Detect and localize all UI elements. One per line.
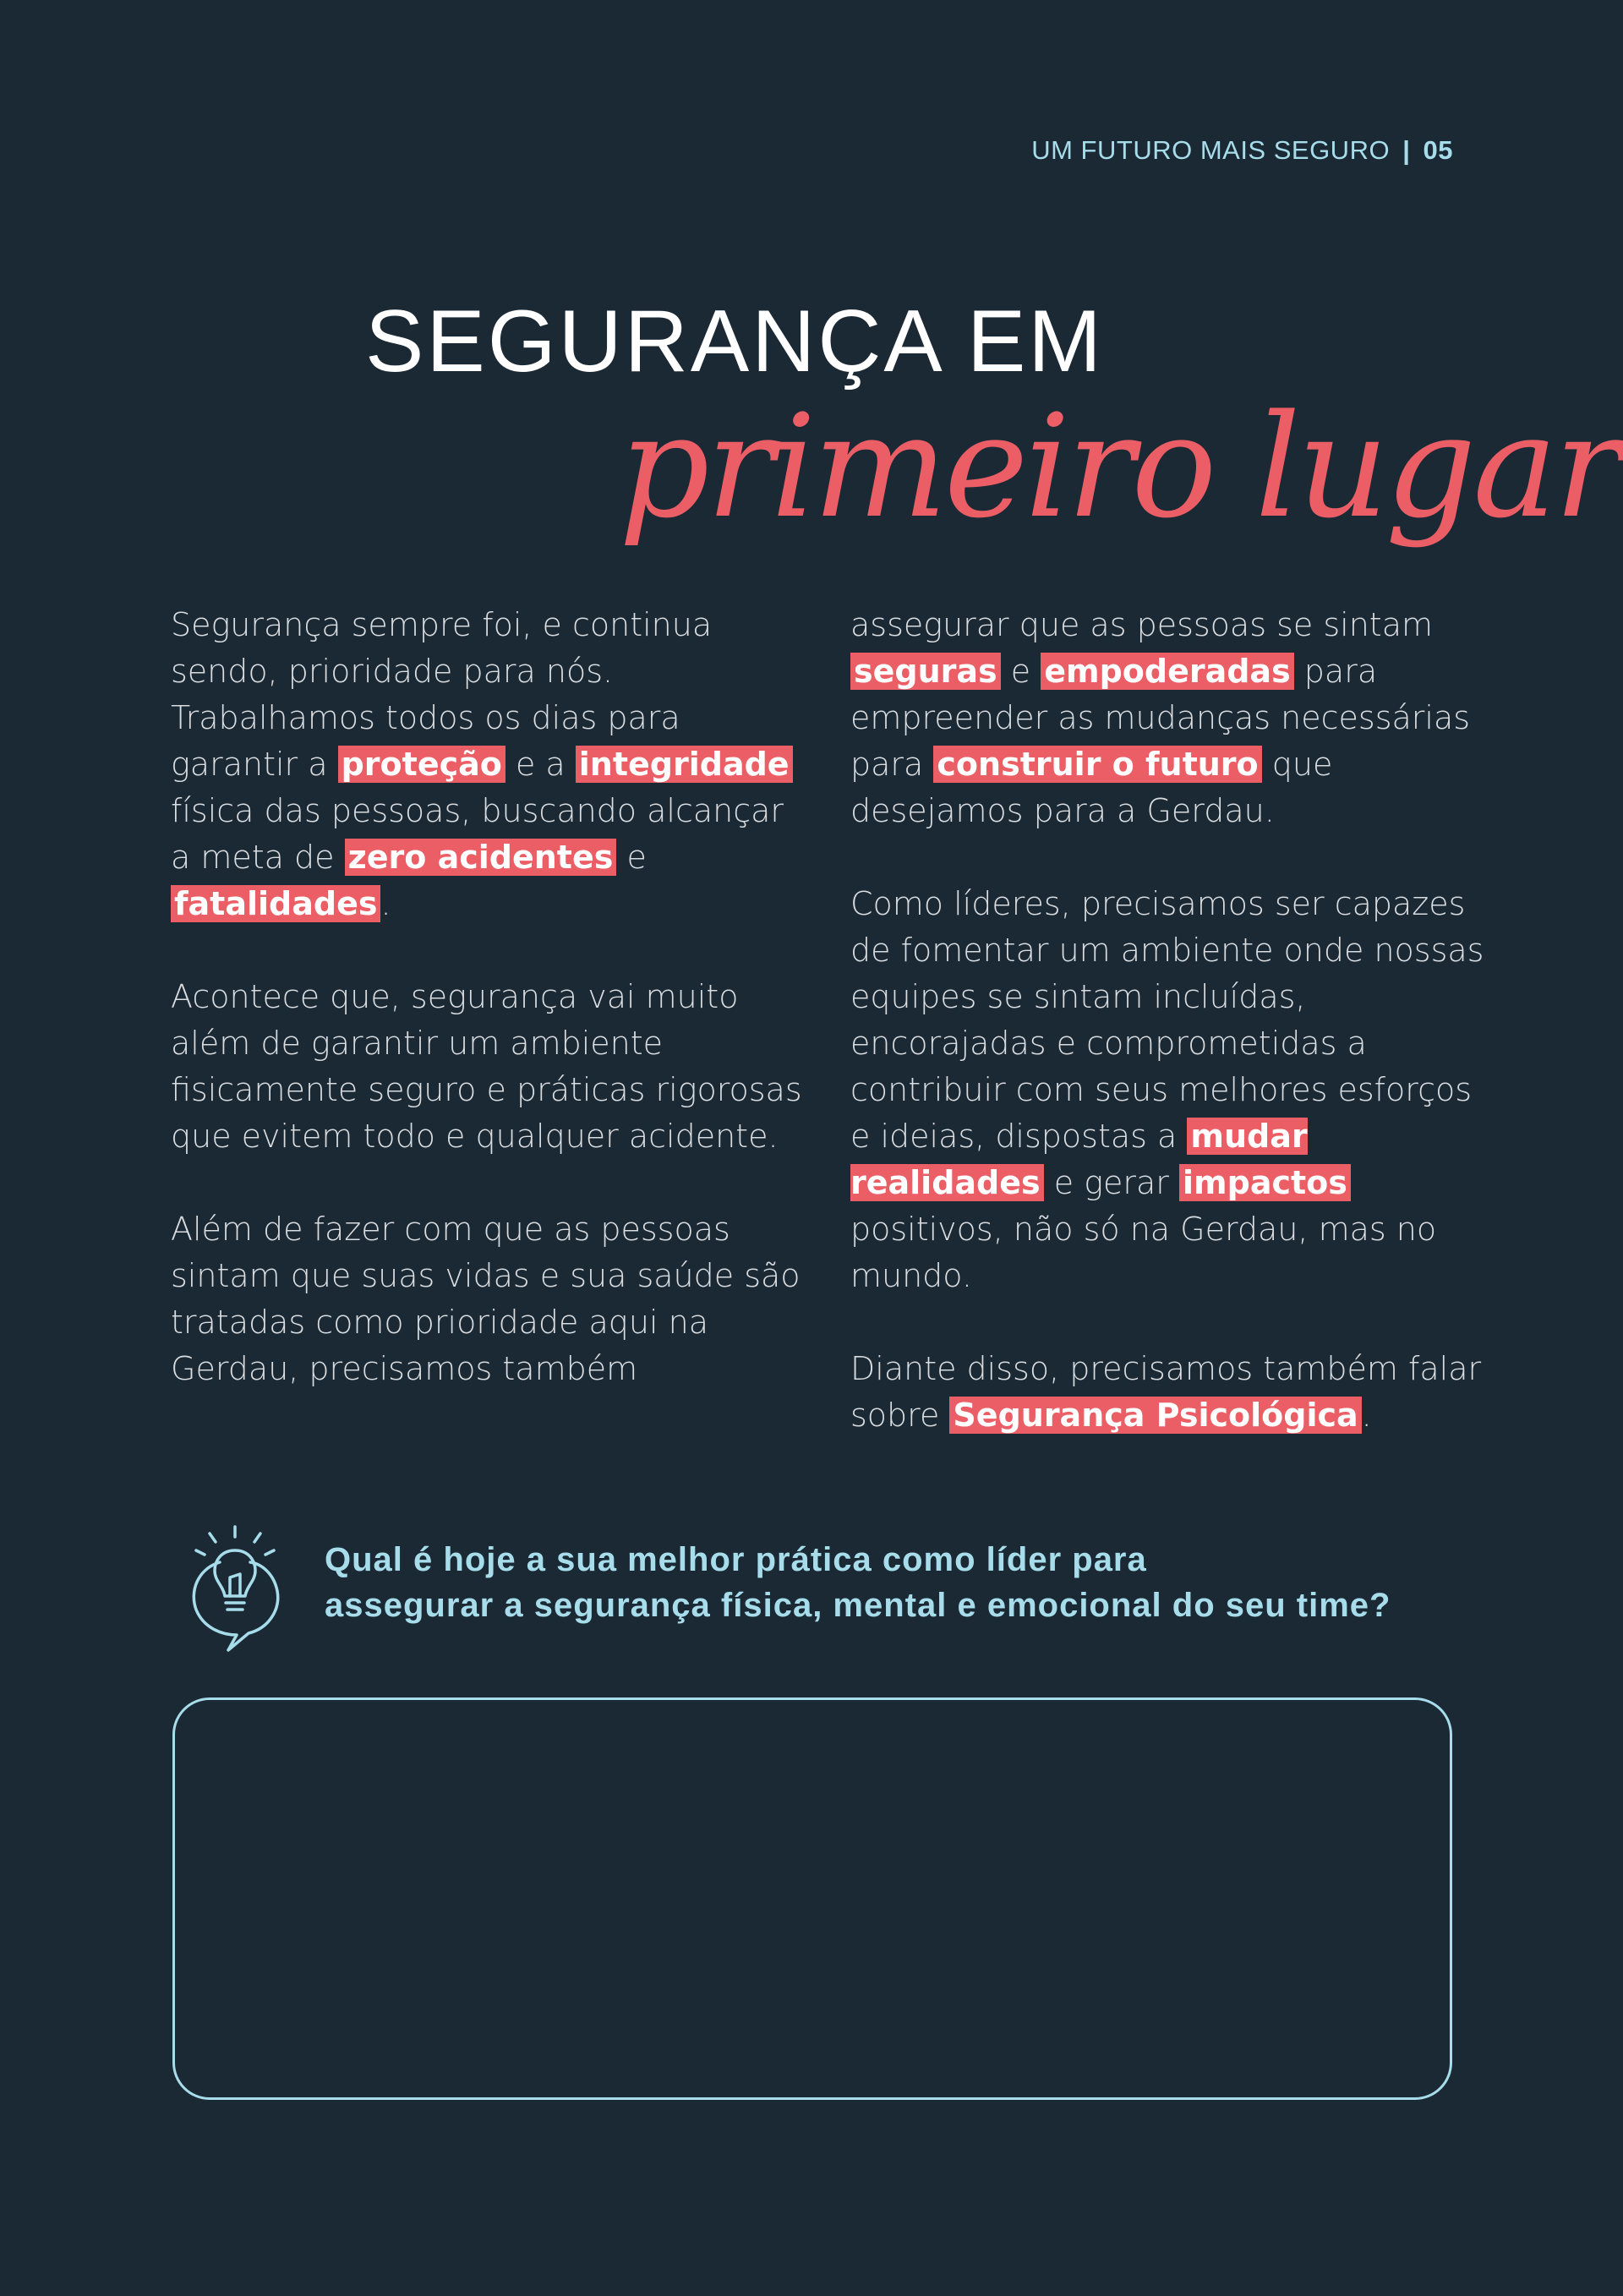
left-paragraph-1 xyxy=(171,602,813,927)
highlight-integridade: integridade xyxy=(576,746,793,783)
highlight-fatalidades: fatalidades xyxy=(171,885,380,922)
header-separator: | xyxy=(1402,135,1411,165)
page-title-script: primeiro lugar xyxy=(619,384,1619,549)
text-run: Diante disso, precisamos também falar sobre xyxy=(850,1350,1482,1434)
right-paragraph-2 xyxy=(850,881,1493,1299)
text-run: e xyxy=(616,839,647,876)
highlight-construir-o-futuro: construir o futuro xyxy=(933,746,1261,783)
left-paragraph-2: Acontece que, segurança vai muito além de garantir um ambiente fisicamente seguro e práticas rigorosas que evitem todo e qualquer acidente. xyxy=(171,978,802,1155)
text-run: positivos, não só na Gerdau, mas no mundo. xyxy=(850,1211,1437,1294)
highlight-protecao: proteção xyxy=(338,746,505,783)
answer-box[interactable] xyxy=(172,1697,1452,2100)
highlight-seguranca-psicologica: Segurança Psicológica xyxy=(949,1397,1361,1434)
text-run: Segurança sempre foi, e continua sendo, prioridade para nós. Trabalhamos todos os dias para garantir a xyxy=(171,606,713,783)
text-run: para empreender as mudanças necessárias para xyxy=(850,653,1471,783)
left-column xyxy=(171,602,813,1439)
page-header xyxy=(1031,135,1453,166)
text-run: que desejamos para a Gerdau. xyxy=(850,746,1333,829)
right-paragraph-1 xyxy=(850,602,1493,834)
lightbulb-speech-icon xyxy=(184,1522,286,1657)
reflection-question xyxy=(325,1537,1491,1628)
highlight-zero-acidentes: zero acidentes xyxy=(345,839,617,876)
highlight-impactos: impactos xyxy=(1179,1164,1351,1201)
text-run: e a xyxy=(505,746,576,783)
page-title: SEGURANÇA EM xyxy=(365,292,1104,391)
text-run: física das pessoas, buscando alcançar a meta de xyxy=(171,792,784,876)
highlight-mudar-realidades: mudar realidades xyxy=(850,1118,1308,1201)
text-run: Como líderes, precisamos ser capazes de fomentar um ambiente onde nossas equipes se sintam incluídas, encorajadas e comprometidas a contribuir com seus melhores esforços e ideias, dispostas a xyxy=(850,885,1484,1155)
text-run: assegurar que as pessoas se sintam xyxy=(850,606,1433,643)
right-column xyxy=(850,602,1493,1485)
text-run: . xyxy=(1361,1397,1372,1434)
question-line-1: Qual é hoje a sua melhor prática como líder para xyxy=(325,1541,1147,1578)
text-run: . xyxy=(380,885,391,922)
text-run: e xyxy=(1000,653,1041,690)
text-run: e gerar xyxy=(1043,1164,1179,1201)
right-paragraph-3 xyxy=(850,1346,1493,1439)
highlight-empoderadas: empoderadas xyxy=(1041,653,1294,690)
section-title: UM FUTURO MAIS SEGURO xyxy=(1031,135,1391,165)
question-line-2: assegurar a segurança física, mental e emocional do seu time? xyxy=(325,1587,1391,1624)
page-number: 05 xyxy=(1423,135,1453,165)
left-paragraph-3: Além de fazer com que as pessoas sintam que suas vidas e sua saúde são tratadas como prioridade aqui na Gerdau, precisamos também xyxy=(171,1211,801,1387)
highlight-seguras: seguras xyxy=(850,653,1001,690)
